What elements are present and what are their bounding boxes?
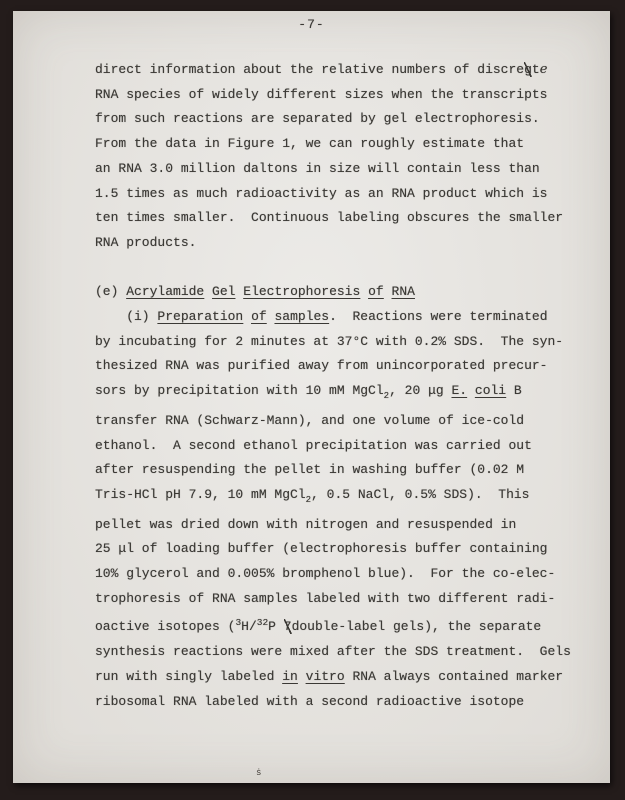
text-segment: , 20 μg	[389, 383, 452, 399]
text-segment: 25 μl of loading buffer (electrophoresis buffer containing	[95, 541, 548, 557]
text-segment: direct information about the relative numbers of discre	[95, 62, 525, 77]
text-line	[95, 107, 610, 132]
paragraph-intro	[95, 58, 610, 256]
page-number: -7-	[298, 17, 325, 32]
text-line	[95, 513, 610, 538]
text-line	[95, 537, 610, 562]
text-segment-strike: g	[524, 62, 532, 77]
text-segment: RNA products.	[95, 234, 197, 250]
text-segment	[298, 669, 306, 684]
text-line	[95, 206, 610, 231]
text-segment-u: coli	[474, 383, 507, 399]
text-segment: Tris-HCl pH 7.9, 10 mM MgCl	[95, 486, 306, 502]
text-line	[95, 305, 610, 330]
text-segment-u: Preparation	[157, 309, 244, 325]
text-segment-strike: 7	[283, 619, 292, 635]
text-segment: oactive isotopes (	[95, 619, 236, 635]
text-line	[95, 640, 610, 665]
text-segment: ten times smaller. Continuous labeling obscures the smaller	[95, 210, 564, 226]
text-line	[95, 587, 610, 612]
section-heading-acrylamide-gel	[95, 280, 610, 305]
text-line	[95, 483, 610, 513]
text-segment: trophoresis of RNA samples labeled with two different radi-	[95, 590, 556, 606]
text-segment: H/	[241, 619, 257, 635]
text-segment: B	[506, 383, 522, 399]
text-line	[95, 330, 610, 355]
document-page	[13, 11, 610, 783]
text-segment: (i)	[95, 309, 158, 325]
text-line	[95, 354, 610, 379]
text-segment: thesized RNA was purified away from unincorporated precur-	[95, 358, 548, 374]
text-segment: after resuspending the pellet in washing buffer (0.02 M	[95, 462, 525, 478]
text-line	[95, 58, 610, 83]
text-segment: RNA always contained marker	[344, 668, 564, 684]
text-segment: , 0.5 NaCl, 0.5% SDS). This	[311, 486, 530, 502]
text-line	[95, 665, 610, 690]
text-segment-u: RNA	[391, 284, 415, 300]
text-line	[95, 562, 610, 587]
text-segment: From the data in Figure 1, we can roughly estimate that	[95, 136, 525, 152]
text-segment-u: in	[282, 668, 298, 684]
text-segment: run with singly labeled	[95, 668, 283, 684]
text-segment-u: Gel	[212, 284, 236, 300]
text-segment-u: of	[368, 284, 384, 300]
text-segment: 1.5 times as much radioactivity as an RNA product which is	[95, 185, 548, 201]
text-line	[95, 157, 610, 182]
text-segment: ribosomal RNA labeled with a second radioactive isotope	[95, 693, 525, 709]
text-segment-u: Electrophoresis	[243, 284, 361, 300]
text-segment-u: vitro	[305, 668, 345, 684]
text-line	[95, 409, 610, 434]
text-segment: 10% glycerol and 0.005% bromphenol blue). For the co-elec-	[95, 566, 556, 582]
text-segment-u: samples	[274, 309, 330, 325]
text-segment: from such reactions are separated by gel electrophoresis.	[95, 111, 540, 127]
text-line	[95, 231, 610, 256]
text-segment	[360, 284, 368, 299]
text-segment: sors by precipitation with 10 mM MgCl	[95, 383, 384, 399]
text-line	[95, 182, 610, 207]
text-segment-sup: 3	[235, 617, 242, 629]
text-line	[95, 379, 610, 409]
text-segment: P	[268, 619, 284, 635]
text-segment-u: of	[251, 309, 267, 325]
text-segment: RNA species of widely different sizes when the transcripts	[95, 86, 548, 102]
text-line	[95, 83, 610, 108]
text-line	[95, 611, 610, 640]
text-segment: . Reactions were terminated	[329, 309, 548, 325]
text-segment: (e)	[95, 284, 127, 300]
text-segment: an RNA 3.0 million daltons in size will contain less than	[95, 160, 540, 176]
paragraph-preparation-of-samples	[95, 305, 610, 714]
text-line	[95, 690, 610, 715]
text-segment-sup: 32	[256, 617, 269, 629]
text-segment: ethanol. A second ethanol precipitation was carried out	[95, 437, 532, 453]
text-line	[95, 280, 610, 305]
text-segment	[384, 284, 392, 299]
text-segment-sub: 2	[305, 494, 312, 505]
text-segment-u: E.	[451, 383, 468, 399]
text-segment-u: Acrylamide	[126, 284, 205, 300]
text-segment: transfer RNA (Schwarz-Mann), and one volume of ice-cold	[95, 412, 525, 428]
text-segment	[467, 383, 475, 398]
text-segment	[204, 284, 212, 299]
text-segment-sub: 2	[383, 391, 390, 402]
text-line	[95, 132, 610, 157]
text-segment: double-label gels), the separate	[291, 619, 542, 635]
text-segment: pellet was dried down with nitrogen and resuspended in	[95, 516, 517, 532]
text-segment: synthesis reactions were mixed after the SDS treatment. Gels	[95, 644, 571, 660]
text-segment-hw: e	[539, 62, 548, 77]
bottom-stray-mark: ṡ	[256, 768, 262, 778]
text-segment	[243, 309, 251, 324]
text-segment: by incubating for 2 minutes at 37°C with 0.2% SDS. The syn-	[95, 333, 564, 349]
text-segment: t	[531, 62, 540, 77]
text-line	[95, 434, 610, 459]
text-line	[95, 458, 610, 483]
page-body	[95, 58, 610, 714]
